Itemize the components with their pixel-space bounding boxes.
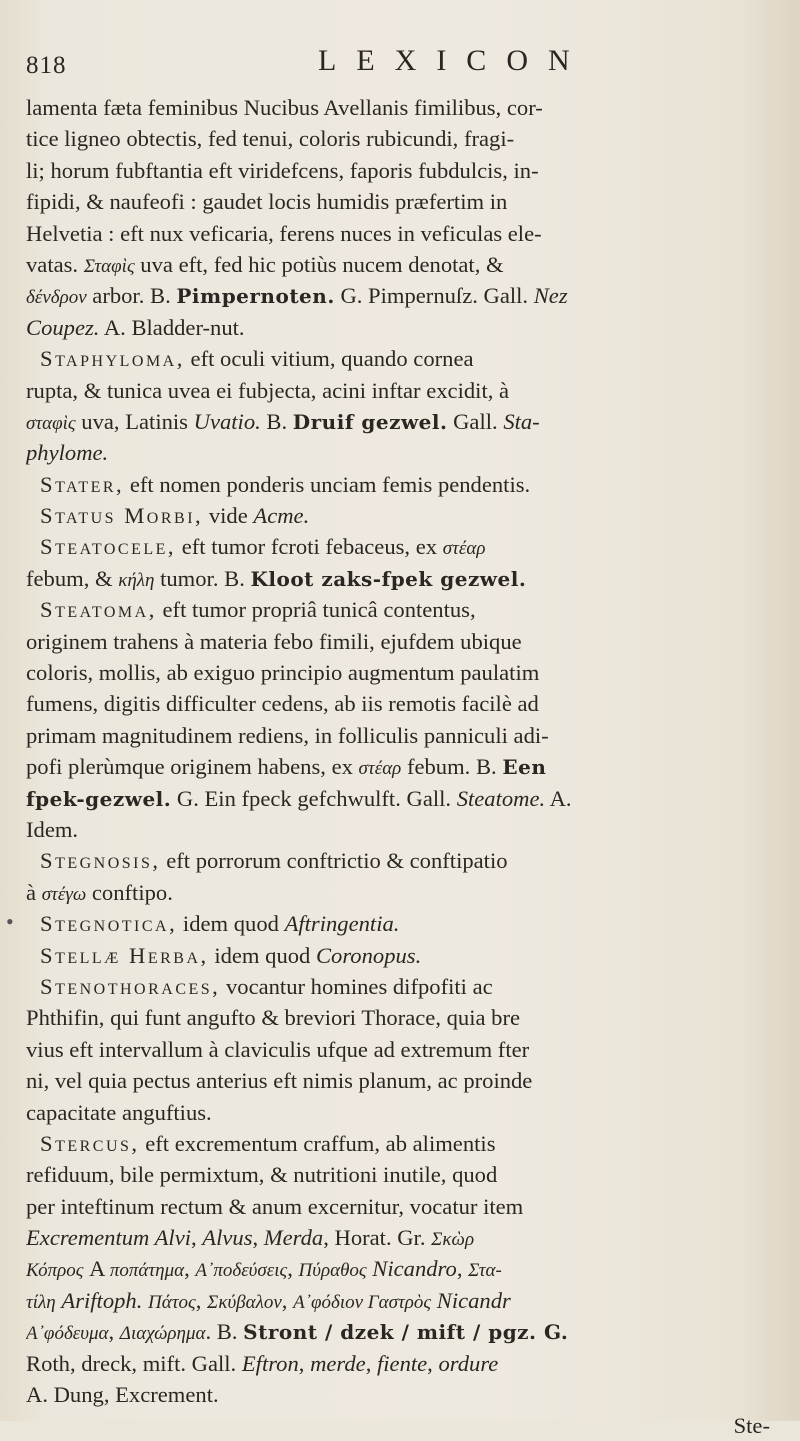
text-line [26,406,770,437]
entry-headword: Steatocele, [40,534,177,560]
text-segment: , [365,1350,377,1376]
text-segment: vatas. [26,251,84,277]
text-segment: fiente [376,1350,428,1376]
text-segment: Nicandro [372,1256,457,1282]
text-segment: vocantur homines difpofiti ac [220,973,493,999]
text-line [26,1128,770,1159]
greek-term: Α᾽φόδιον Γαστρὸς [293,1291,432,1313]
text-segment: fumens, digitis difficulter cedens, ab iis remotis facilè ad [26,691,539,717]
text-segment: à [26,879,42,905]
text-segment: Uvatio. [193,408,261,434]
text-segment: B. [260,408,293,434]
text-segment: Gall. [447,408,504,434]
dutch-term: Kloot zaks-fpek gezwel. [250,566,527,591]
text-segment: Steatome. [456,785,546,811]
greek-term: στέγω [41,883,87,905]
greek-term: Α᾽φόδευμα [26,1323,109,1345]
text-segment: vius eft intervallum à claviculis ufque ad extremum fter [26,1036,530,1062]
text-line [26,500,770,531]
margin-mark: • [6,909,14,934]
greek-term: Κόπρος [26,1260,84,1282]
text-line [26,1379,770,1410]
text-segment: Alvus [202,1225,253,1251]
dutch-term: Pimpernoten. [176,284,335,309]
text-line [26,186,770,217]
text-segment: uva, Latinis [75,408,194,434]
catchword: Ste- [733,1413,770,1438]
text-line [26,280,770,311]
text-segment: , [184,1256,196,1282]
text-segment: capacitate anguftius. [26,1099,212,1125]
text-line [26,249,770,280]
text-segment: Aftringentia. [284,911,400,937]
text-line [26,657,770,688]
text-segment: , [281,1287,294,1313]
entry-headword: Stellæ Herba, [40,942,209,968]
text-line [26,877,770,908]
entry-headword: Stercus, [40,1130,140,1156]
text-segment: , [456,1256,469,1282]
text-segment: febum. B. [401,754,503,780]
dutch-term: Een [502,755,547,780]
text-line [26,1159,770,1190]
text-segment: Coronopus. [315,942,422,968]
text-line [26,940,770,971]
greek-term: Πάτος [148,1291,196,1313]
greek-term: στέαρ [442,538,486,560]
text-segment: arbor. B. [86,283,177,309]
text-segment: , [427,1350,439,1376]
text-line [26,971,770,1002]
text-line [26,594,770,625]
entry-headword: Staphyloma, [40,346,185,372]
text-segment: Ariftoph. [61,1287,143,1313]
entry-headword: Stegnosis, [40,848,161,874]
dutch-term: fpek-gezwel. [26,786,172,811]
text-segment: Roth, dreck, mift. Gall. [26,1350,242,1376]
text-segment: G. Pimpernuſz. Gall. [334,283,534,309]
text-segment: , [298,1350,311,1376]
text-segment: eft porrorum conftrictio & conftipatio [160,848,508,874]
text-segment: merde [310,1350,366,1376]
text-line [26,626,770,657]
text-segment: Eftron [241,1350,299,1376]
text-segment: coloris, mollis, ab exiguo principio augmentum paulatim [26,660,540,686]
text-line [26,1034,770,1065]
dutch-term: Stront / dzek / mift / pgz. G. [243,1320,569,1345]
text-line [26,343,770,374]
text-line [26,1065,770,1096]
text-segment: li; horum fubftantia eft viridefcens, faporis fubdulcis, in- [26,157,539,183]
text-segment: eft nomen ponderis unciam femis pendentis. [124,471,531,497]
text-segment: ordure [438,1350,499,1376]
entry-headword: Status Morbi, [40,503,204,529]
page-number: 818 [26,52,67,79]
entry-headword: Steatoma, [40,597,157,623]
greek-term: ποπάτημα [109,1260,185,1282]
greek-term: Πύραθος [298,1260,367,1282]
page-header [26,44,766,92]
text-line [26,1285,770,1316]
text-segment: , [252,1225,264,1251]
entry-headword: Stater, [40,471,125,497]
text-segment: phylome. [26,440,109,466]
greek-term: Σταφὶς [83,255,135,277]
text-segment: , Horat. Gr. [323,1225,432,1251]
text-line [26,1316,770,1347]
text-segment: primam magnitudinem rediens, in folliculis panniculi adi- [26,722,549,748]
text-segment: eft excrementum craffum, ab alimentis [139,1130,496,1156]
text-segment: Phthifin, qui funt angufto & breviori Thorace, quia bre [26,1005,521,1031]
text-segment: Excrementum Alvi [26,1225,191,1251]
greek-term: Διαχώρημα [119,1323,206,1345]
entry-headword: Stegnotica, [40,911,178,937]
running-title: LEXICON [318,44,590,77]
text-segment: idem quod [208,942,316,968]
text-segment: Sta- [503,408,540,434]
text-line [26,1002,770,1033]
greek-term: Σκύβαλον [207,1291,282,1313]
text-segment: pofi plerùmque originem habens, ex [26,754,359,780]
text-segment: A. Dung, Excrement. [26,1382,219,1408]
text-segment: refiduum, bile permixtum, & nutritioni inutile, quod [26,1162,498,1188]
text-line [26,155,770,186]
text-segment: conftipo. [86,879,173,905]
text-segment: eft tumor fcroti febaceus, ex [176,534,443,560]
text-segment: eft oculi vitium, quando cornea [184,346,474,372]
entry-headword: Stenothoraces, [40,973,221,999]
text-line [26,845,770,876]
text-segment: G. Ein fpeck gefchwulft. Gall. [171,785,457,811]
text-segment: tumor. B. [154,565,251,591]
text-line [26,375,770,406]
text-segment: Idem. [26,816,79,842]
text-line [26,1191,770,1222]
text-segment: idem quod [177,911,285,937]
text-line [26,123,770,154]
text-segment: , [287,1256,299,1282]
greek-term: Α᾽ποδεύσεις [195,1260,288,1282]
text-line [26,1097,770,1128]
text-segment: A [83,1256,110,1282]
dutch-term: Druif gezwel. [292,409,448,434]
greek-term: Στα- [468,1260,502,1282]
greek-term: δένδρον [26,287,87,309]
text-line [26,1222,770,1253]
text-line [26,92,770,123]
text-segment: Merda [263,1225,324,1251]
text-segment: ni, vel quia pectus anterius eft nimis planum, ac proinde [26,1068,533,1094]
greek-term: τίλη [26,1291,56,1313]
text-line [26,563,770,594]
text-segment: rupta, & tunica uvea ei fubjecta, acini inftar excidit, à [26,377,510,403]
text-line [26,720,770,751]
text-segment: uva eft, fed hic potiùs nucem denotat, & [134,251,504,277]
text-line [26,814,770,845]
text-segment: eft tumor propriâ tunicâ contentus, [156,597,476,623]
lexicon-text [26,92,770,1438]
text-line [26,1253,770,1284]
text-line [26,751,770,782]
text-line [26,908,770,939]
text-segment: tice ligneo obtectis, fed tenui, coloris rubicundi, fragi- [26,126,515,152]
text-line [26,1348,770,1379]
text-line [26,469,770,500]
text-segment: Nicandr [436,1287,511,1313]
text-segment: febum, & [26,565,119,591]
text-segment: , [191,1225,203,1251]
greek-term: στέαρ [358,758,402,780]
text-segment: Nez [533,283,568,309]
text-line [26,312,770,343]
text-line [26,531,770,562]
text-line [26,688,770,719]
text-segment: originem trahens à materia febo fimili, ejufdem ubique [26,628,522,654]
text-line [26,437,770,468]
text-segment: Acme. [253,503,310,529]
text-segment: Helvetia : eft nux veficaria, ferens nuces in veficulas ele- [26,220,542,246]
text-segment: A. [545,785,572,811]
text-segment: Coupez. [26,314,100,340]
text-segment: A. Bladder-nut. [99,314,245,340]
greek-term: σταφὶς [26,412,76,434]
text-segment: fipidi, & naufeofi : gaudet locis humidis præfertim in [26,189,508,215]
text-segment: per inteftinum rectum & anum excernitur, vocatur item [26,1193,524,1219]
text-line [26,218,770,249]
text-segment: lamenta fæta feminibus Nucibus Avellanis fimilibus, cor- [26,95,543,120]
text-line [26,783,770,814]
greek-term: κήλη [118,569,155,591]
text-segment: , [108,1319,120,1345]
text-segment: , [195,1287,208,1313]
greek-term: Σκὼρ [431,1229,475,1251]
text-segment: vide [203,503,254,529]
text-segment: . B. [205,1319,244,1345]
